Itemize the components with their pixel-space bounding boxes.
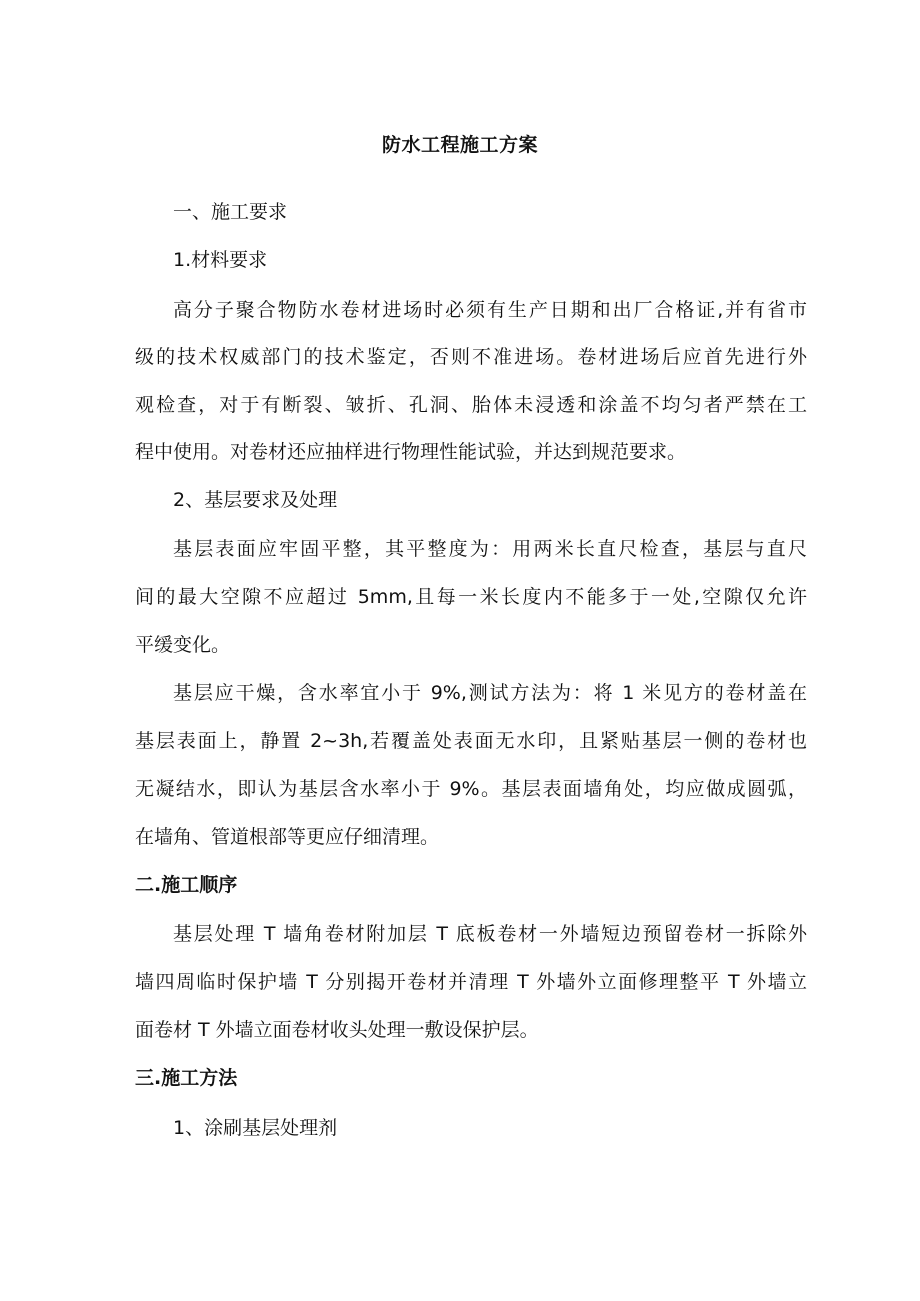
paragraph-line: 在墙角、管道根部等更应仔细清理。 bbox=[135, 826, 440, 848]
paragraph-line: 无凝结水，即认为基层含水率小于 9%。基层表面墙角处，均应做成圆弧， bbox=[135, 778, 807, 800]
paragraph-line: 间的最大空隙不应超过 5mm,且每一米长度内不能多于一处,空隙仅允许 bbox=[135, 586, 807, 608]
paragraph-line: 级的技术权威部门的技术鉴定，否则不准进场。卷材进场后应首先进行外 bbox=[135, 346, 807, 368]
paragraph-line: 观检查，对于有断裂、皱折、孔洞、胎体未浸透和涂盖不均匀者严禁在工 bbox=[135, 394, 807, 416]
section-heading-requirements: 一、施工要求 bbox=[173, 201, 288, 223]
paragraph-line: 基层应干燥，含水率宜小于 9%,测试方法为：将 1 米见方的卷材盖在 bbox=[173, 682, 807, 704]
subsection-heading-primer: 1、涂刷基层处理剂 bbox=[173, 1117, 338, 1139]
paragraph-line: 高分子聚合物防水卷材进场时必须有生产日期和出厂合格证,并有省市 bbox=[173, 299, 807, 321]
subsection-heading-materials: 1.材料要求 bbox=[173, 249, 268, 271]
section-heading-sequence: 二.施工顺序 bbox=[135, 874, 238, 896]
paragraph-line: 平缓变化。 bbox=[135, 634, 231, 656]
subsection-heading-base-layer: 2、基层要求及处理 bbox=[173, 489, 338, 511]
paragraph-line: 基层表面应牢固平整，其平整度为：用两米长直尺检查，基层与直尺 bbox=[173, 538, 807, 560]
paragraph-line: 基层表面上，静置 2~3h,若覆盖处表面无水印，且紧贴基层一侧的卷材也 bbox=[135, 730, 807, 752]
paragraph-line: 面卷材 T 外墙立面卷材收头处理一敷设保护层。 bbox=[135, 1019, 539, 1041]
paragraph-line: 墙四周临时保护墙 T 分别揭开卷材并清理 T 外墙外立面修理整平 T 外墙立 bbox=[135, 971, 807, 993]
section-heading-method: 三.施工方法 bbox=[135, 1067, 238, 1089]
document-title: 防水工程施工方案 bbox=[381, 134, 538, 156]
paragraph-line: 程中使用。对卷材还应抽样进行物理性能试验，并达到规范要求。 bbox=[135, 441, 687, 463]
paragraph-line: 基层处理 T 墙角卷材附加层 T 底板卷材一外墙短边预留卷材一拆除外 bbox=[173, 923, 807, 945]
